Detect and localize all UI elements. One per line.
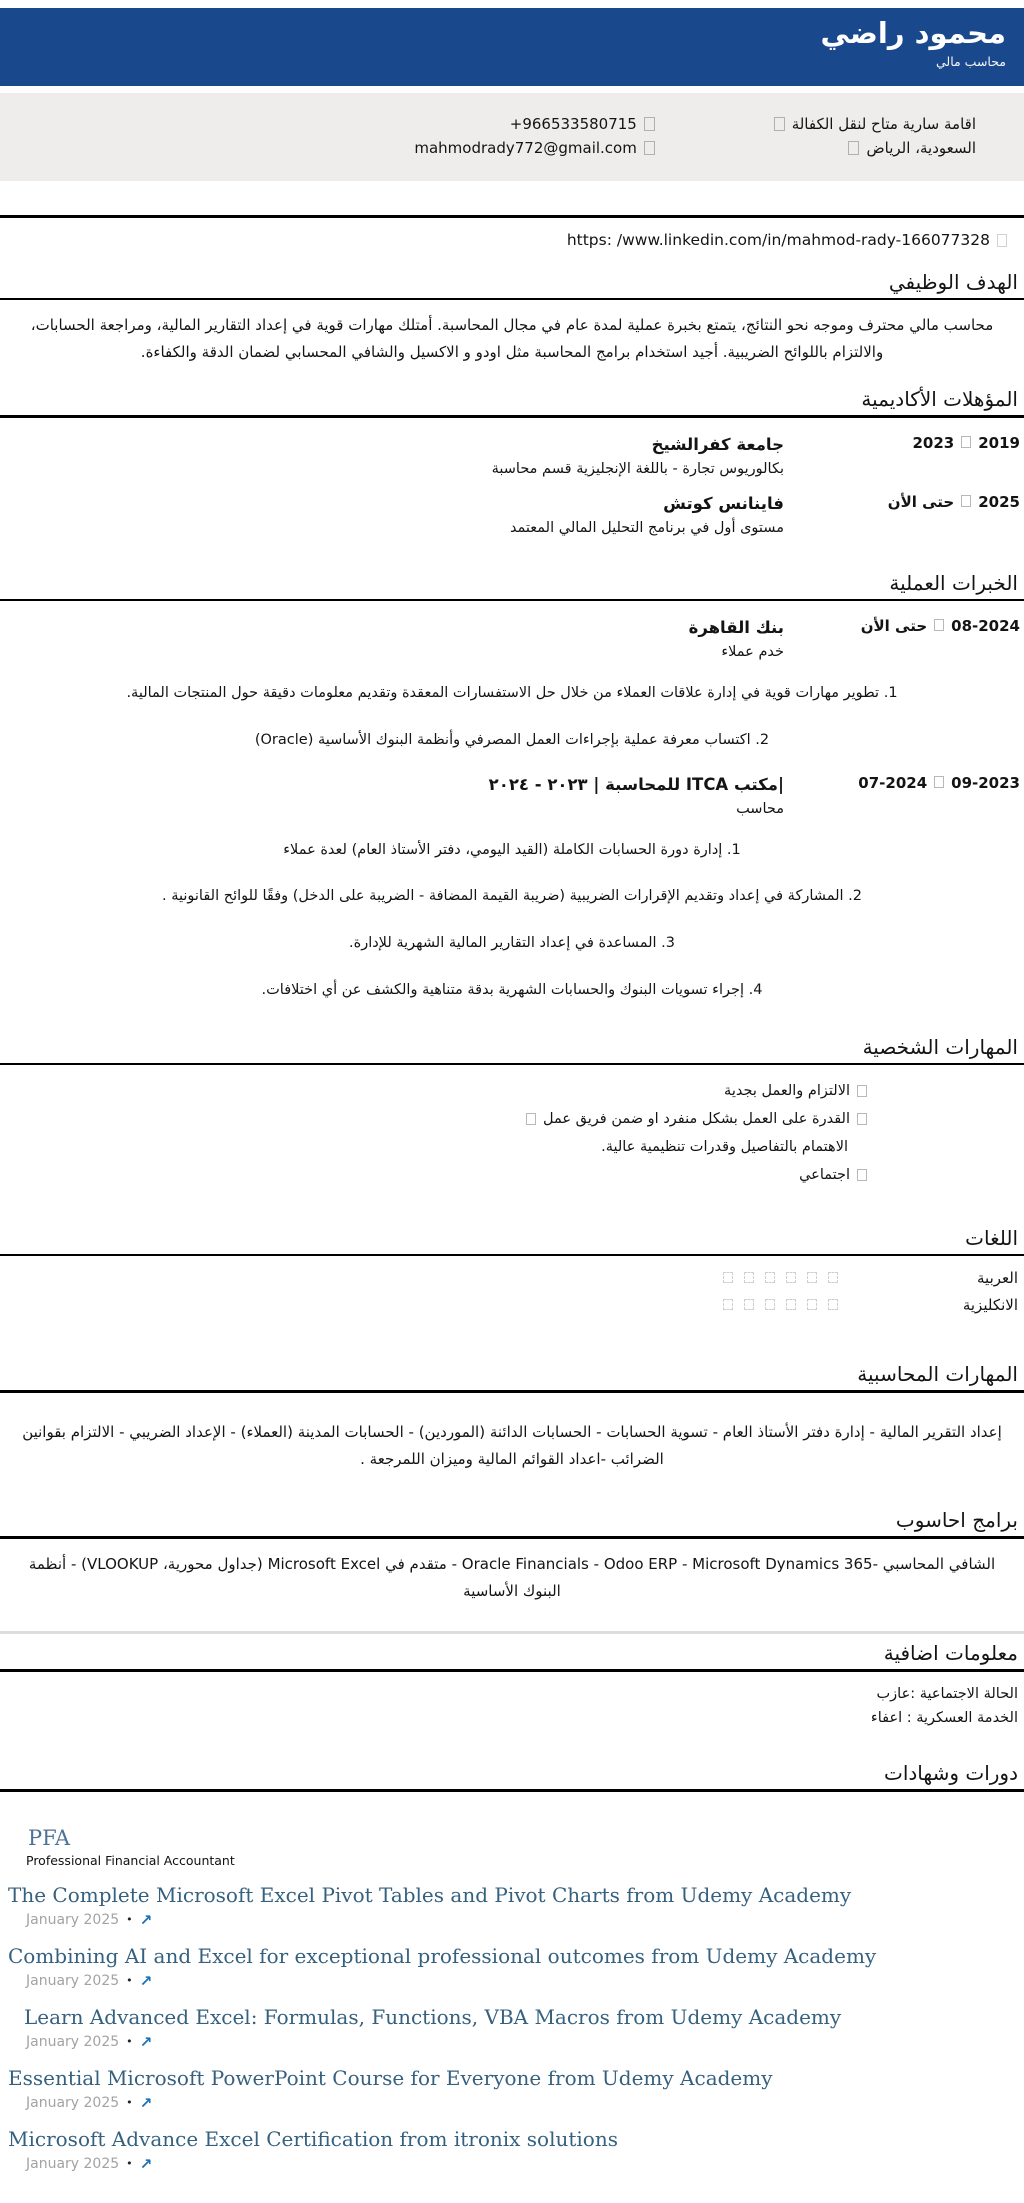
personal-skills-list bbox=[0, 1065, 1024, 1199]
additional-info-top-divider bbox=[0, 1631, 1024, 1634]
objective-text: محاسب مالي محترف وموجه نحو النتائج، يتمتع بخبرة عملية لمدة عام في مجال المحاسبة. أمتلك مهارات قوية في إعداد التقارير المالية، ومراجعة الحسابات، والالتزام باللوائح الضريبية. أجيد استخدام برامج المحاسبة مثل اودو و الاكسيل والشافي المحسابي لضمان الدقة والكفاءة. bbox=[30, 316, 994, 361]
school-name: جامعة كفرالشيخ bbox=[651, 435, 784, 454]
section-heading-personal-skills: المهارات الشخصية bbox=[862, 1034, 1018, 1059]
company-name: |مكتب ITCA للمحاسبة | ٢٠٢٣ - ٢٠٢٤ bbox=[488, 774, 784, 794]
bullet-icon bbox=[857, 1113, 867, 1125]
language-level-dots bbox=[723, 1299, 838, 1310]
residency-row bbox=[676, 115, 976, 133]
experience-bullet: 2. المشاركة في إعداد وتقديم الإقرارات الضريبية (ضريبة القيمة المضافة - الضريبة على الدخل) وفقًا للوائح القانونية . bbox=[161, 888, 863, 905]
date-start: 2019 bbox=[978, 434, 1020, 452]
contact-left-column bbox=[0, 109, 676, 163]
date-end: 2023 bbox=[912, 434, 955, 452]
section-heading-languages: اللغات bbox=[965, 1225, 1018, 1250]
skill-line bbox=[0, 1111, 874, 1127]
language-level-dots bbox=[723, 1272, 838, 1283]
experience-bullet: 2. اكتساب معرفة عملية بإجراءات العمل المصرفي وأنظمة البنوك الأساسية (Oracle) bbox=[254, 731, 770, 748]
languages-list bbox=[0, 1256, 1024, 1333]
residency-text: اقامة سارية متاح لنقل الكفالة bbox=[791, 115, 976, 133]
military-service: الخدمة العسكرية : اعفاء bbox=[870, 1709, 1018, 1726]
accounting-skills-divider bbox=[0, 1390, 1024, 1393]
linkedin-icon bbox=[997, 234, 1007, 247]
marital-status: الحالة الاجتماعية :عازب bbox=[876, 1685, 1018, 1702]
language-row bbox=[0, 1269, 1018, 1287]
top-divider bbox=[0, 215, 1024, 218]
email-address[interactable]: mahmodrady772@gmail.com bbox=[414, 139, 637, 157]
experience-entry bbox=[0, 774, 1024, 817]
skill-text: الاهتمام بالتفاصيل وقدرات تنظيمية عالية. bbox=[601, 1138, 848, 1155]
date-start: 09-2023 bbox=[951, 773, 1020, 792]
person-name: محمود راضي bbox=[820, 16, 1006, 50]
contact-bar bbox=[0, 93, 1024, 181]
linkedin-url[interactable]: https: /www.linkedin.com/in/mahmod-rady-166077328 bbox=[566, 231, 990, 249]
spacer bbox=[0, 181, 1024, 215]
certificate-meta bbox=[26, 1911, 1012, 1929]
phone-icon bbox=[644, 117, 655, 131]
dot-separator: • bbox=[126, 1913, 133, 1927]
skill-text: الالتزام والعمل بجدية bbox=[724, 1082, 850, 1099]
certificate-title[interactable]: The Complete Microsoft Excel Pivot Tables and Pivot Charts from Udemy Academy bbox=[8, 1882, 852, 1907]
section-heading-education: المؤهلات الأكاديمية bbox=[861, 387, 1018, 411]
bullet-icon bbox=[526, 1113, 536, 1125]
computer-programs-text: الشافي المحاسبي -Oracle Financials - Odoo ERP - Microsoft Dynamics 365 - متقدم في Microsoft Excel (جداول محورية، VLOOKUP) - أنظمة البنوك الأساسية bbox=[28, 1554, 996, 1600]
calendar-icon bbox=[961, 436, 971, 448]
language-name: العربية bbox=[977, 1268, 1018, 1287]
school-name: فاينانس كوتش bbox=[663, 494, 784, 513]
experience-body bbox=[0, 617, 784, 660]
date-end: حتى الأن bbox=[860, 617, 928, 635]
dot-separator: • bbox=[126, 2096, 133, 2110]
location-row bbox=[676, 139, 976, 157]
certificate-meta bbox=[26, 2155, 1012, 2173]
date-start: 08-2024 bbox=[951, 617, 1020, 635]
experience-body bbox=[0, 774, 784, 817]
experience-bullets bbox=[0, 837, 1024, 1004]
section-heading-certificates: دورات وشهادات bbox=[884, 1760, 1018, 1785]
experience-bullet: 1. تطوير مهارات قوية في إدارة علاقات العملاء من خلال حل الاستفسارات المعقدة وتقديم معلومات دقيقة حول المنتجات المالية. bbox=[126, 685, 898, 701]
objective-divider bbox=[0, 298, 1024, 300]
section-heading-additional-info: معلومات اضافية bbox=[883, 1640, 1018, 1665]
certificate-date: January 2025 bbox=[26, 2033, 120, 2050]
degree-detail: مستوى أول في برنامج التحليل المالي المعتمد bbox=[509, 520, 784, 536]
linkedin-row bbox=[0, 231, 1024, 249]
bullet-icon bbox=[857, 1085, 867, 1097]
language-name: الانكليزية bbox=[962, 1295, 1018, 1314]
external-link-icon[interactable]: ↗ bbox=[139, 2154, 153, 2173]
contact-right-column bbox=[676, 109, 1024, 163]
location-icon bbox=[848, 141, 859, 155]
certificates-list bbox=[0, 1792, 1024, 2203]
experience-entry bbox=[0, 617, 1024, 660]
skill-text: اجتماعي bbox=[799, 1166, 850, 1183]
email-icon bbox=[644, 141, 655, 155]
experience-divider bbox=[0, 599, 1024, 601]
external-link-icon[interactable]: ↗ bbox=[139, 2032, 153, 2051]
skill-line bbox=[0, 1139, 874, 1155]
certificate-title[interactable]: Learn Advanced Excel: Formulas, Functions, VBA Macros from Udemy Academy bbox=[24, 2004, 842, 2029]
certificate-meta bbox=[26, 2094, 1012, 2112]
date-end: حتى الأن bbox=[887, 493, 955, 511]
phone-row bbox=[0, 115, 662, 133]
certificate-title[interactable]: Essential Microsoft PowerPoint Course for Everyone from Udemy Academy bbox=[8, 2065, 773, 2090]
experience-bullet: 3. المساعدة في إعداد التقارير المالية الشهرية للإدارة. bbox=[348, 935, 675, 952]
certificate-meta bbox=[26, 2033, 1012, 2051]
computer-programs-divider bbox=[0, 1536, 1024, 1539]
education-divider bbox=[0, 415, 1024, 418]
certificate-date: January 2025 bbox=[26, 1972, 120, 1989]
external-link-icon[interactable]: ↗ bbox=[139, 1971, 153, 1990]
experience-bullet: 1. إدارة دورة الحسابات الكاملة (القيد اليومي، دفتر الأستاذ العام) لعدة عملاء bbox=[283, 841, 741, 858]
skill-text: القدرة على العمل بشكل منفرد او ضمن فريق عمل bbox=[543, 1110, 850, 1127]
date-end: 07-2024 bbox=[858, 773, 928, 792]
certificate-title[interactable]: Microsoft Advance Excel Certification from itronix solutions bbox=[8, 2126, 618, 2151]
certificate-meta bbox=[26, 1972, 1012, 1990]
dot-separator: • bbox=[126, 2035, 133, 2049]
phone-number[interactable]: +966533580715 bbox=[509, 115, 637, 133]
job-role: محاسب bbox=[736, 800, 784, 817]
section-heading-accounting-skills: المهارات المحاسبية bbox=[857, 1361, 1018, 1386]
experience-bullets bbox=[0, 680, 1024, 754]
external-link-icon[interactable]: ↗ bbox=[139, 1910, 153, 1929]
header-banner bbox=[0, 8, 1024, 86]
education-entry bbox=[0, 434, 1024, 477]
dot-separator: • bbox=[126, 2157, 133, 2171]
email-row bbox=[0, 139, 662, 157]
bullet-icon bbox=[857, 1169, 867, 1181]
pfa-subtitle: Professional Financial Accountant bbox=[26, 1852, 235, 1868]
skill-line bbox=[0, 1167, 874, 1183]
section-heading-objective: الهدف الوظيفي bbox=[888, 270, 1018, 294]
calendar-icon bbox=[961, 495, 971, 507]
dot-separator: • bbox=[126, 1974, 133, 1988]
certificate-date: January 2025 bbox=[26, 1911, 120, 1928]
experience-dates bbox=[784, 617, 1024, 660]
degree-detail: بكالوريوس تجارة - باللغة الإنجليزية قسم محاسبة bbox=[491, 461, 784, 477]
education-dates bbox=[784, 434, 1024, 477]
date-start: 2025 bbox=[978, 493, 1020, 511]
experience-bullet: 4. إجراء تسويات البنوك والحسابات الشهرية بدقة متناهية والكشف عن أي اختلافات. bbox=[261, 982, 763, 999]
education-dates bbox=[784, 493, 1024, 536]
job-role: خدم عملاء bbox=[721, 644, 784, 660]
external-link-icon[interactable]: ↗ bbox=[139, 2093, 153, 2112]
additional-info-list bbox=[0, 1672, 1024, 1738]
experience-dates bbox=[784, 774, 1024, 817]
calendar-icon bbox=[934, 619, 944, 631]
certificate-title[interactable]: Combining AI and Excel for exceptional professional outcomes from Udemy Academy bbox=[8, 1943, 877, 1968]
section-heading-experience: الخبرات العملية bbox=[889, 571, 1018, 595]
company-name: بنك القاهرة bbox=[688, 618, 784, 637]
education-entry bbox=[0, 493, 1024, 536]
skill-line bbox=[0, 1083, 874, 1099]
accounting-skills-text: إعداد التقرير المالية - إدارة دفتر الأستاذ العام - تسوية الحسابات - الحسابات الدائنة (الموردين) - الحسابات المدينة (العملاء) - الإعداد الضريبي - الالتزام بقوانين الضرائب -اعداد القوائم المالية وميزان اللمرجعة . bbox=[22, 1422, 1002, 1468]
residency-icon bbox=[774, 117, 785, 131]
person-job-title: محاسب مالي bbox=[935, 54, 1006, 69]
education-body bbox=[0, 434, 784, 477]
education-body bbox=[0, 493, 784, 536]
location-text: السعودية، الرياض bbox=[866, 139, 976, 157]
certificate-date: January 2025 bbox=[26, 2094, 120, 2111]
calendar-icon bbox=[934, 776, 944, 788]
section-heading-computer-programs: برامج احاسوب bbox=[895, 1507, 1018, 1532]
certificate-date: January 2025 bbox=[26, 2155, 120, 2172]
language-row bbox=[0, 1296, 1018, 1314]
pfa-title: PFA bbox=[28, 1825, 71, 1850]
